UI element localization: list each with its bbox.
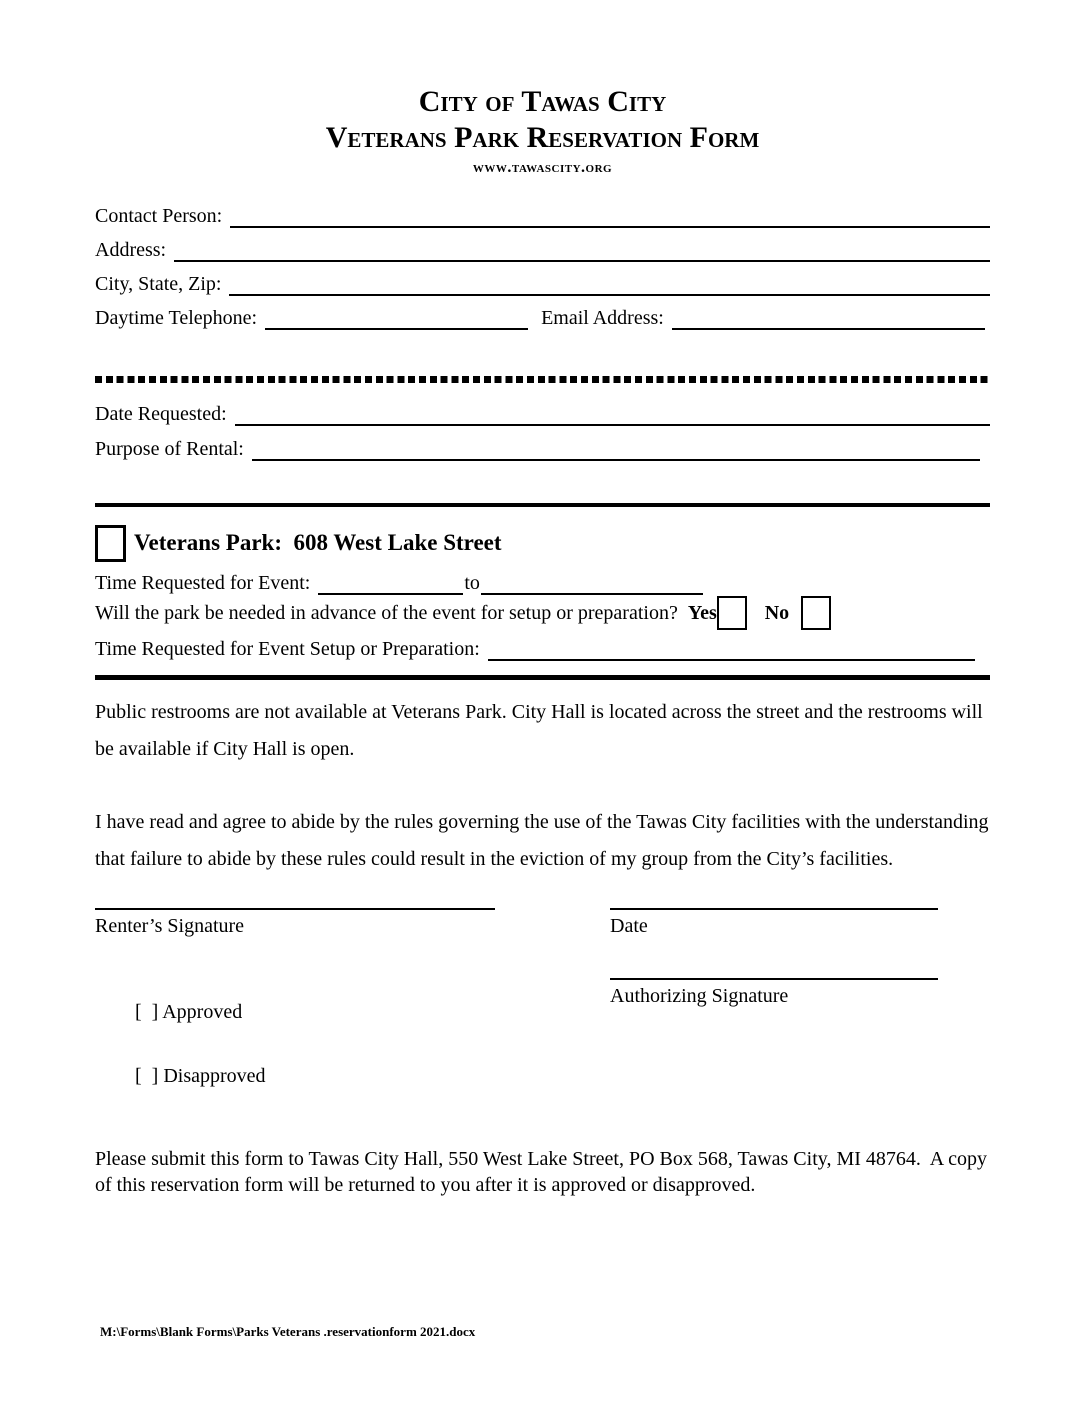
address-input[interactable]	[174, 238, 990, 262]
website-url: www.tawascity.org	[472, 159, 613, 176]
purpose-of-rental-label: Purpose of Rental:	[95, 438, 244, 460]
park-section	[95, 523, 990, 661]
section-divider-bottom	[95, 675, 990, 680]
approval-row	[95, 964, 495, 1124]
park-heading-row	[95, 523, 990, 563]
time-requested-field	[95, 563, 990, 595]
city-state-zip-field	[95, 262, 990, 296]
no-checkbox[interactable]	[801, 596, 831, 630]
purpose-of-rental-input[interactable]	[252, 437, 980, 461]
contact-person-field	[95, 194, 990, 228]
approved-checkbox-label[interactable]: [ ] Approved	[135, 1001, 243, 1023]
setup-time-label: Time Requested for Event Setup or Preparation:	[95, 638, 480, 660]
date-label: Date	[610, 915, 648, 937]
veterans-park-checkbox[interactable]	[95, 525, 126, 562]
restrooms-note: Public restrooms are not available at Veterans Park. City Hall is located across the street and the restrooms will be available if City Hall is open.	[95, 701, 983, 760]
daytime-telephone-label: Daytime Telephone:	[95, 307, 258, 329]
daytime-telephone-input[interactable]	[265, 306, 528, 330]
setup-time-field	[95, 631, 990, 661]
contact-person-label: Contact Person:	[95, 205, 223, 227]
authorizing-column	[610, 908, 938, 1012]
date-requested-field	[95, 391, 990, 426]
time-end-input[interactable]	[481, 571, 703, 595]
time-start-input[interactable]	[318, 571, 463, 595]
city-state-zip-input[interactable]	[229, 272, 990, 296]
advance-question: Will the park be needed in advance of the event for setup or preparation?	[95, 601, 678, 624]
address-label: Address:	[95, 239, 167, 261]
address-field	[95, 228, 990, 262]
form-title-line1: City of Tawas City	[418, 85, 667, 118]
yes-label: Yes	[687, 601, 717, 624]
document-file-path: M:\Forms\Blank Forms\Parks Veterans .reservationform 2021.docx	[100, 1324, 476, 1339]
signature-section	[95, 908, 990, 1124]
yes-checkbox[interactable]	[717, 596, 747, 630]
contact-section	[95, 194, 990, 330]
form-title-line2: Veterans Park Reservation Form	[325, 121, 760, 154]
setup-time-input[interactable]	[488, 637, 975, 661]
city-state-zip-label: City, State, Zip:	[95, 273, 222, 295]
time-requested-label: Time Requested for Event:	[95, 572, 311, 594]
to-label: to	[464, 572, 480, 594]
date-requested-label: Date Requested:	[95, 403, 227, 425]
renter-signature-column	[95, 908, 495, 1124]
email-address-input[interactable]	[672, 306, 985, 330]
email-address-label: Email Address:	[541, 307, 664, 329]
date-requested-input[interactable]	[235, 402, 990, 426]
request-section	[95, 391, 990, 461]
disapproved-checkbox-label[interactable]: [ ] Disapproved	[135, 1065, 266, 1087]
authorizing-signature-label: Authorizing Signature	[610, 985, 789, 1007]
section-divider-top	[95, 503, 990, 507]
no-label: No	[764, 601, 790, 624]
notes-section	[95, 694, 990, 878]
advance-setup-question-row	[95, 595, 990, 631]
contact-person-input[interactable]	[230, 204, 990, 228]
dotted-divider	[95, 376, 990, 383]
park-heading: Veterans Park: 608 West Lake Street	[134, 530, 502, 555]
purpose-of-rental-field	[95, 426, 990, 461]
renter-signature-label: Renter’s Signature	[95, 915, 245, 937]
phone-email-field	[95, 296, 990, 330]
agreement-note: I have read and agree to abide by the rules governing the use of the Tawas City facilities with the understanding that failure to abide by these rules could result in the eviction of my group from the City’s facilities.	[95, 811, 989, 870]
submit-instructions: Please submit this form to Tawas City Hall, 550 West Lake Street, PO Box 568, Tawas City, MI 48764. A copy of this reservation form will be returned to you after it is approved or disapproved.	[95, 1148, 993, 1196]
